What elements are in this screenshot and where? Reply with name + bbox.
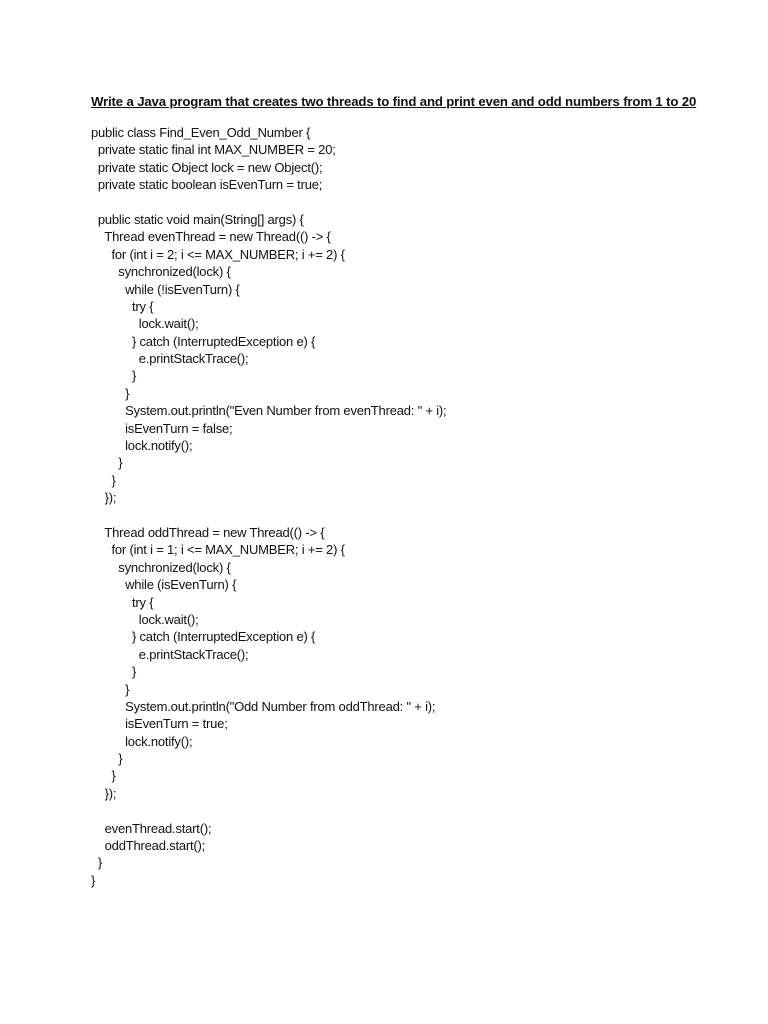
code-line: } (91, 855, 102, 871)
code-line: e.printStackTrace(); (91, 351, 249, 367)
code-line: } (91, 368, 137, 384)
code-line: System.out.println("Odd Number from oddThread: " + i); (91, 698, 436, 714)
code-line: oddThread.start(); (91, 838, 206, 854)
code-line: while (!isEvenTurn) { (91, 281, 240, 297)
code-line: isEvenTurn = true; (91, 716, 228, 732)
code-line (91, 802, 446, 819)
code-line: for (int i = 2; i <= MAX_NUMBER; i += 2) { (91, 246, 345, 262)
code-line: } (91, 385, 130, 401)
code-line: } (91, 751, 123, 767)
document-heading: Write a Java program that creates two threads to find and print even and odd numbers from 1 to 20 (91, 94, 697, 109)
code-line: } (91, 872, 96, 888)
code-line: for (int i = 1; i <= MAX_NUMBER; i += 2) { (91, 542, 345, 558)
code-line: }); (91, 785, 117, 801)
code-line (91, 194, 446, 211)
code-line: Thread oddThread = new Thread(() -> { (91, 524, 325, 540)
code-line: evenThread.start(); (91, 820, 212, 836)
code-line: lock.wait(); (91, 316, 199, 332)
code-line: } (91, 455, 123, 471)
code-line: while (isEvenTurn) { (91, 577, 237, 593)
code-line: e.printStackTrace(); (91, 646, 249, 662)
code-line: try { (91, 594, 154, 610)
code-line: lock.notify(); (91, 733, 193, 749)
code-line: } (91, 768, 116, 784)
code-block (91, 124, 446, 889)
code-line: public class Find_Even_Odd_Number { (91, 125, 311, 140)
code-line: } (91, 681, 130, 697)
code-line: } (91, 472, 116, 488)
code-line: }); (91, 490, 117, 506)
code-line: System.out.println("Even Number from evenThread: " + i); (91, 403, 447, 419)
code-line: try { (91, 298, 154, 314)
code-line: } catch (InterruptedException e) { (91, 333, 316, 349)
code-line: synchronized(lock) { (91, 264, 231, 280)
code-line: public static void main(String[] args) { (91, 211, 304, 227)
code-line: private static Object lock = new Object(); (91, 159, 323, 175)
code-line: } (91, 664, 137, 680)
code-line: lock.notify(); (91, 438, 193, 454)
code-line: } catch (InterruptedException e) { (91, 629, 316, 645)
code-line: isEvenTurn = false; (91, 420, 233, 436)
code-line: synchronized(lock) { (91, 559, 231, 575)
code-line: lock.wait(); (91, 611, 199, 627)
code-line: private static final int MAX_NUMBER = 20; (91, 142, 336, 158)
code-line: private static boolean isEvenTurn = true; (91, 177, 323, 193)
code-line (91, 507, 446, 524)
code-line: Thread evenThread = new Thread(() -> { (91, 229, 331, 245)
